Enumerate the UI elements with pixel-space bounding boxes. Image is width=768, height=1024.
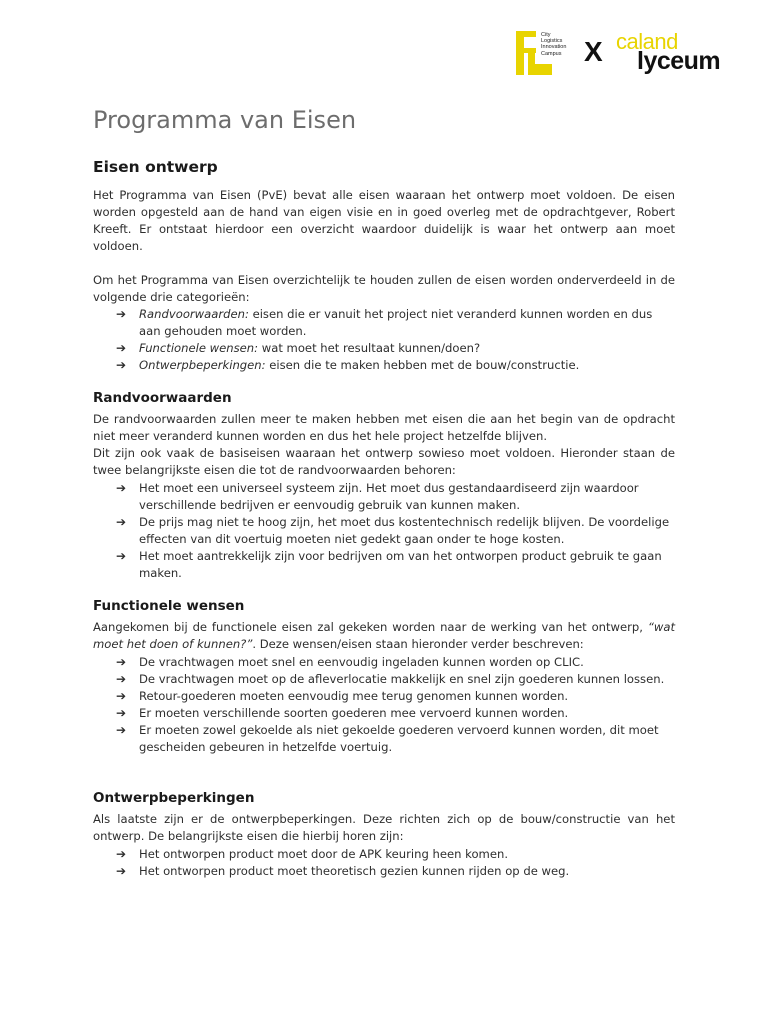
functionele-wensen-paragraph <box>93 619 675 653</box>
categories-list <box>116 306 676 374</box>
arrow-right-icon: ➔ <box>116 672 127 687</box>
randvoorwaarden-paragraph-2: Dit zijn ook vaak de basiseisen waaraan het ontwerp sowieso moet voldoen. Hieronder staan de twee belangrijkste eisen die tot de randvoorwaarden behoren: <box>93 446 675 478</box>
clic-line: Logistics <box>541 38 563 45</box>
list-item-text: Het moet een universeel systeem zijn. Het moet dus gestandaardiseerd zijn waardoor verschillende bedrijven er eenvoudig gebruik van kunnen maken. <box>139 481 639 513</box>
paragraph-text: Aangekomen bij de functionele eisen zal gekeken worden naar de werking van het ontwerp, <box>93 620 648 634</box>
list-item-text: Er moeten zowel gekoelde als niet gekoelde goederen vervoerd kunnen worden, dit moet gescheiden gebeuren in hetzelfde voertuig. <box>139 723 659 755</box>
list-item-term: Functionele wensen: <box>139 341 259 356</box>
list-item <box>116 357 676 374</box>
arrow-right-icon: ➔ <box>116 706 127 721</box>
section-heading-eisen-ontwerp: Eisen ontwerp <box>93 158 218 176</box>
clic-line: Innovation <box>541 44 567 51</box>
ontwerpbeperkingen-list <box>116 846 676 880</box>
list-item-text: De prijs mag niet te hoog zijn, het moet dus kostentechnisch redelijk blijven. De voordelige effecten van dit voertuig moeten niet gedekt gaan onder te hoge kosten. <box>139 515 670 547</box>
list-item <box>116 863 676 880</box>
lyceum-logo-text: lyceum <box>637 47 721 75</box>
list-item <box>116 688 676 705</box>
page-title: Programma van Eisen <box>93 106 357 134</box>
list-item <box>116 654 676 671</box>
arrow-right-icon: ➔ <box>116 341 127 356</box>
list-item <box>116 306 659 340</box>
section-heading-ontwerpbeperkingen: Ontwerpbeperkingen <box>93 790 255 806</box>
section-heading-randvoorwaarden: Randvoorwaarden <box>93 390 232 406</box>
clic-line: Campus <box>541 50 562 57</box>
arrow-right-icon: ➔ <box>116 723 127 738</box>
list-item <box>116 480 676 514</box>
paragraph-text: . Deze wensen/eisen staan hieronder verder beschreven: <box>252 637 584 652</box>
clic-logo-text <box>541 32 566 57</box>
list-item-text: Het moet aantrekkelijk zijn voor bedrijven om van het ontworpen product gebruik te gaan maken. <box>139 549 662 581</box>
list-item-term: Ontwerpbeperkingen: <box>139 358 266 373</box>
list-item-text: wat moet het resultaat kunnen/doen? <box>258 341 481 356</box>
list-item <box>116 671 676 688</box>
functionele-wensen-list <box>116 654 676 757</box>
ontwerpbeperkingen-paragraph: Als laatste zijn er de ontwerpbeperkingen. Deze richten zich op de bouw/constructie van het ontwerp. De belangrijkste eisen die hierbij horen zijn: <box>93 812 675 844</box>
arrow-right-icon: ➔ <box>116 515 127 530</box>
list-item <box>116 846 676 863</box>
list-item-text: Het ontworpen product moet door de APK keuring heen komen. <box>139 847 509 861</box>
arrow-right-icon: ➔ <box>116 307 127 321</box>
categories-paragraph: Om het Programma van Eisen overzichtelijk te houden zullen de eisen worden onderverdeeld in de volgende drie categorieën: <box>93 273 675 305</box>
list-item-text: eisen die te maken hebben met de bouw/constructie. <box>265 358 580 373</box>
list-item <box>116 705 676 722</box>
list-item <box>116 514 676 548</box>
header-logos <box>515 30 730 78</box>
list-item-text: eisen die er vanuit het project niet veranderd kunnen worden en dus aan gehouden moet worden. <box>139 307 653 339</box>
clic-line: City <box>541 32 551 38</box>
list-item <box>116 548 676 582</box>
arrow-right-icon: ➔ <box>116 655 127 669</box>
arrow-right-icon: ➔ <box>116 549 127 564</box>
list-item-text: Het ontworpen product moet theoretisch gezien kunnen rijden op de weg. <box>139 864 570 879</box>
randvoorwaarden-list <box>116 480 676 583</box>
list-item-term: Randvoorwaarden: <box>139 307 249 321</box>
section-heading-functionele-wensen: Functionele wensen <box>93 598 245 614</box>
list-item <box>116 340 676 357</box>
x-separator: X <box>584 36 603 67</box>
list-item <box>116 722 676 756</box>
list-item-text: De vrachtwagen moet snel en eenvoudig ingeladen kunnen worden op CLIC. <box>139 655 584 669</box>
paragraph-quote: “wat moet het doen of kunnen?” <box>93 620 675 652</box>
arrow-right-icon: ➔ <box>116 847 127 861</box>
intro-paragraph: Het Programma van Eisen (PvE) bevat alle eisen waaraan het ontwerp moet voldoen. De eisen worden opgesteld aan de hand van eigen visie en in goed overleg met de opdrachtgever, Robert Kreeft. Er ontstaat hierdoor een overzicht waardoor duidelijk is waar het ontwerp aan moet voldoen. <box>93 188 675 254</box>
arrow-right-icon: ➔ <box>116 481 127 495</box>
list-item-text: Er moeten verschillende soorten goederen mee vervoerd kunnen worden. <box>139 706 569 721</box>
list-item-text: De vrachtwagen moet op de afleverlocatie makkelijk en snel zijn goederen kunnen lossen. <box>139 672 665 687</box>
arrow-right-icon: ➔ <box>116 358 127 373</box>
arrow-right-icon: ➔ <box>116 689 127 704</box>
list-item-text: Retour-goederen moeten eenvoudig mee terug genomen kunnen worden. <box>139 689 569 704</box>
caland-logo-text: caland <box>616 29 678 54</box>
arrow-right-icon: ➔ <box>116 864 127 879</box>
randvoorwaarden-paragraph-1: De randvoorwaarden zullen meer te maken hebben met eisen die aan het begin van de opdracht niet meer veranderd kunnen worden en dus het hele project hetzelfde blijven. <box>93 412 675 444</box>
